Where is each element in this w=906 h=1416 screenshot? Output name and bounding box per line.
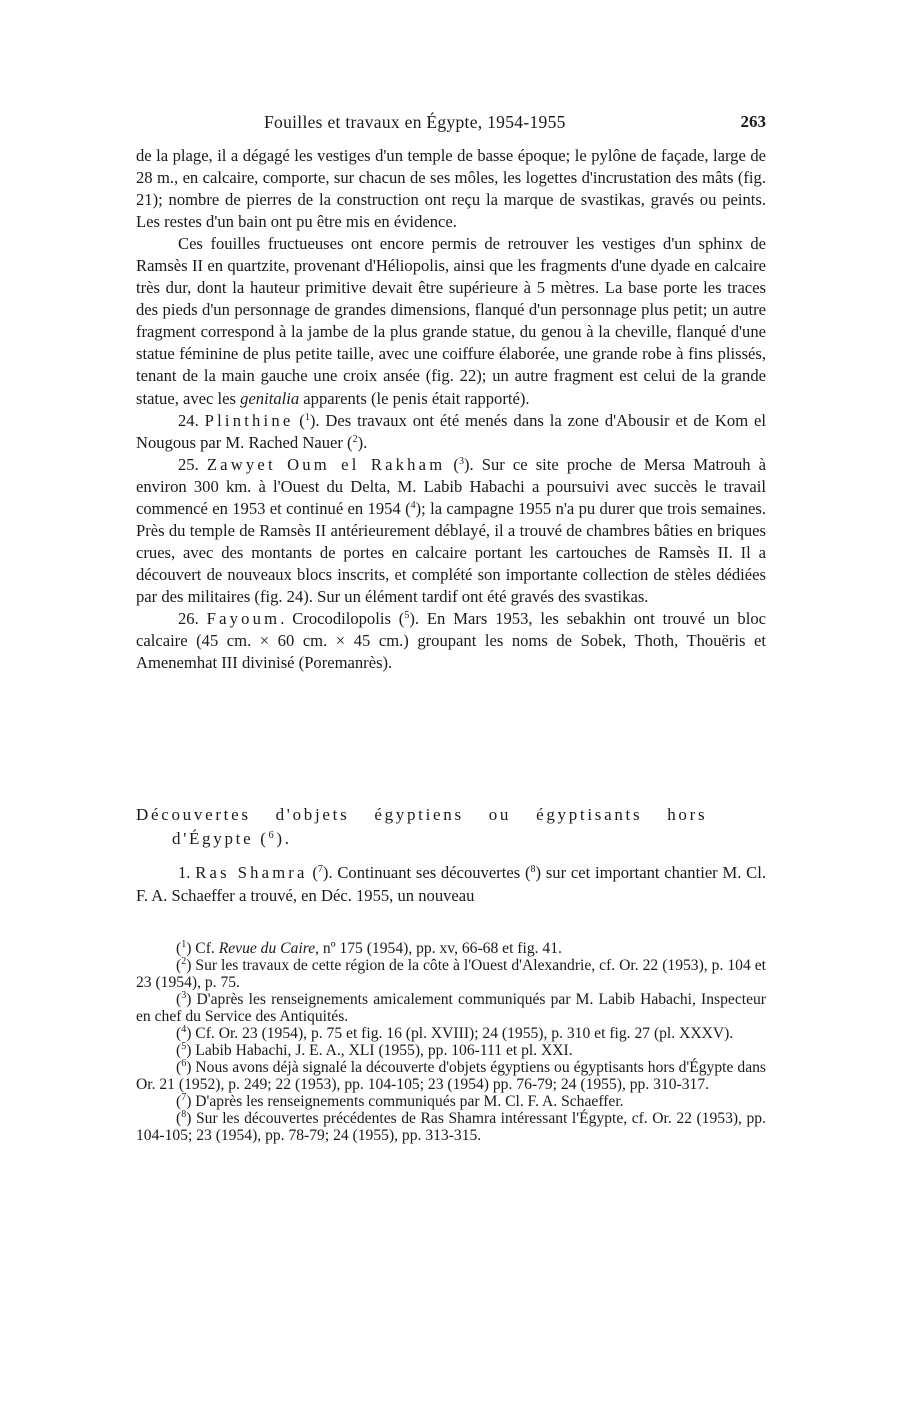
footnote-text: Nous avons déjà signalé la découverte d'objets égyptiens ou égyptisants hors d'Égypte dans Or. 21 (1952), p. 249; 22 (1953), pp. 104-105; 23 (1954) pp. 76-79; 24 (1955), pp. 310-317. — [136, 1059, 766, 1093]
item-number: 26. — [178, 608, 199, 628]
main-text — [136, 145, 766, 674]
section-heading-end: . — [284, 829, 292, 848]
paragraph-zawyet: 25. Zawyet Oum el Rakham ($^3$). Sur ce site proche de Mersa Matrouh à environ 300 km. à l'Ouest du Delta, M. Labib Habachi a poursuivi avec succès le travail commencé en 1953 et continué en 1954 ($^4$); la campagne 1955 n'a pu durer que trois semaines. Près du temple de Ramsès II antérieurement déblayé, il a trouvé de chambres bâties en briques crues, avec des montants de portes en calcaire portant les cartouches de Ramsès II. Il a découvert de nouveaux blocs inscrits, et complété son importante collection de stèles dédiées par des militaires (fig. 24). Sur un élément tardif ont été gravés des svastikas. — [136, 454, 766, 606]
site-name: Fayoum — [206, 608, 281, 628]
footnote-text: Labib Habachi, J. E. A., XLI (1955), pp. 106-111 et pl. XXI. — [195, 1042, 573, 1059]
item-number: 24. — [178, 410, 199, 430]
footnote-mark: 6 — [181, 1058, 187, 1069]
paragraph-fayoum: 26. Fayoum. Crocodilopolis ($^5$). En Mars 1953, les sebakhin ont trouvé un bloc calcaire (45 cm. × 60 cm. × 45 cm.) groupant les noms de Sobek, Thoth, Thouëris et Amenemhat III divinisé (Poremanrès). — [136, 608, 766, 673]
paragraph-continuation: de la plage, il a dégagé les vestiges d'un temple de basse époque; le pylône de façade, large de 28 m., en calcaire, comporte, sur chacun de ses môles, les logettes d'incrustation des mâts (fig. 21); nombre de pierres de la construction ont reçu la marque de svastikas, gravés ou peints. Les restes d'un bain ont pu être mis en évidence. — [136, 146, 766, 232]
paragraph-text: . Sur ce site proche de Mersa Matrouh à environ 300 km. à l'Ouest du Delta, M. Labib Habachi a poursuivi avec succès le travail commencé en 1953 et continué en 1954 — [136, 454, 766, 518]
site-name: Zawyet Oum el Rakham — [206, 454, 446, 474]
footnote-mark: 7 — [181, 1092, 187, 1103]
footnote-ref: 2 — [352, 433, 358, 445]
footnote-mark: 4 — [181, 1024, 187, 1035]
paragraph-ras-shamra: 1. Ras Shamra ($^7$). Continuant ses découvertes ($^8$) sur cet important chantier M. Cl. F. A. Schaeffer a trouvé, en Déc. 1955, un nouveau — [136, 863, 766, 905]
footnote: ($^2$) Sur les travaux de cette région de la côte à l'Ouest d'Alexandrie, cf. Or. 22 (1953), p. 104 et 23 (1954), p. 75. — [136, 956, 766, 991]
section-heading-text: d'Égypte — [172, 829, 254, 848]
footnote: ($^1$) Cf. Revue du Caire, nº 175 (1954), pp. xv, 66-68 et fig. 41. — [176, 939, 562, 957]
footnote-italic: Revue du Caire — [218, 940, 316, 957]
section-heading-line: d'Égypte ($^6$). — [172, 829, 292, 848]
footnote: ($^3$) D'après les renseignements amicalement communiqués par M. Labib Habachi, Inspecteur en chef du Service des Antiquités. — [136, 990, 766, 1025]
footnote-ref: 5 — [404, 609, 410, 621]
paragraph-fouilles — [136, 233, 766, 409]
footnote-text: Sur les découvertes précédentes de Ras Shamra intéressant l'Égypte, cf. Or. 22 (1953), pp. 104-105; 23 (1954), pp. 78-79; 24 (1955), pp. 313-315. — [136, 1110, 767, 1144]
footnote-mark: 8 — [181, 1109, 187, 1120]
paragraph-text: . En Mars 1953, les sebakhin ont trouvé un bloc calcaire (45 cm. × 60 cm. × 45 cm.) groupant les noms de Sobek, Thoth, Thouëris et Amenemhat III divinisé (Poremanrès). — [136, 608, 766, 673]
footnote-ref: 7 — [317, 864, 323, 875]
section-text — [136, 861, 766, 907]
section-heading-line: Découvertes d'objets égyptiens ou égyptisants hors — [136, 805, 708, 824]
paragraph-text: sur cet important chantier M. Cl. F. A. Schaeffer a trouvé, en Déc. 1955, un nouveau — [136, 863, 766, 905]
footnote-text: Cf. — [195, 940, 215, 957]
item-number: 1. — [178, 863, 191, 882]
footnote-ref: 3 — [458, 455, 464, 467]
footnote: ($^7$) D'après les renseignements communiqués par M. Cl. F. A. Schaeffer. — [176, 1092, 624, 1110]
footnote-text: Cf. Or. 23 (1954), p. 75 et fig. 16 (pl. XVIII); 24 (1955), p. 310 et fig. 27 (pl. XXXV). — [195, 1025, 734, 1042]
page-number: 263 — [740, 112, 766, 131]
footnote: ($^5$) Labib Habachi, J. E. A., XLI (1955), pp. 106-111 et pl. XXI. — [176, 1041, 573, 1059]
footnote-ref: 6 — [268, 830, 277, 841]
footnote: ($^8$) Sur les découvertes précédentes de Ras Shamra intéressant l'Égypte, cf. Or. 22 (1953), pp. 104-105; 23 (1954), pp. 78-79; 24 (1955), pp. 313-315. — [136, 1109, 767, 1144]
running-header — [136, 112, 766, 136]
site-name: Ras Shamra — [195, 863, 308, 882]
paragraph-text: apparents (le penis était rapporté). — [303, 388, 530, 408]
site-name: Plinthine — [204, 410, 294, 430]
footnote-mark: 1 — [181, 939, 187, 950]
paragraph-text: . — [363, 432, 368, 452]
footnote: ($^6$) Nous avons déjà signalé la découverte d'objets égyptiens ou égyptisants hors d'Égypte dans Or. 21 (1952), p. 249; 22 (1953), pp. 104-105; 23 (1954) pp. 76-79; 24 (1955), pp. 310-317. — [136, 1058, 766, 1093]
footnote-mark: 5 — [181, 1041, 187, 1052]
footnote-text: Sur les travaux de cette région de la côte à l'Ouest d'Alexandrie, cf. Or. 22 (1953), p. 104 et 23 (1954), p. 75. — [136, 957, 766, 991]
footnote-text: , nº 175 (1954), pp. xv, 66-68 et fig. 41. — [315, 940, 562, 957]
section-heading — [136, 803, 766, 851]
paragraph-plinthine: 24. Plinthine ($^1$). Des travaux ont été menés dans la zone d'Abousir et de Kom el Nougous par M. Rached Nauer ($^2$). — [136, 410, 766, 452]
footnote-mark: 2 — [181, 956, 187, 967]
paragraph-text: . Continuant ses découvertes — [328, 863, 521, 882]
running-title: Fouilles et travaux en Égypte, 1954-1955 — [264, 112, 566, 132]
paragraph-text: . Crocodilopolis — [280, 608, 391, 628]
footnote-ref: 8 — [530, 864, 536, 875]
footnote-ref: 1 — [304, 411, 310, 423]
footnote-ref: 4 — [410, 499, 416, 511]
footnote-mark: 3 — [181, 990, 187, 1001]
paragraph-text: . Des travaux ont été menés dans la zone d'Abousir et de Kom el Nougous par M. Rached Nauer — [136, 410, 766, 452]
paragraph-text: Ces fouilles fructueuses ont encore permis de retrouver les vestiges d'un sphinx de Ramsès II en quartzite, provenant d'Héliopolis, ainsi que les fragments d'une dyade en calcaire très dur, dont la hauteur primitive devait être supérieure à 5 mètres. La base porte les traces des pieds d'un personnage de grandes dimensions, flanqué d'un personnage plus petit; un autre fragment correspond à la jambe de la plus grande statue, du genou à la cheville, flanqué d'une statue féminine de plus petite taille, avec une coiffure élaborée, une grande robe à fins plissés, tenant de la main gauche une croix ansée (fig. 22); un autre fragment est celui de la grande statue, avec les — [136, 234, 766, 408]
footnotes — [136, 940, 766, 1144]
footnote: ($^4$) Cf. Or. 23 (1954), p. 75 et fig. 16 (pl. XVIII); 24 (1955), p. 310 et fig. 27 (pl. XXXV). — [176, 1024, 734, 1042]
italic-term: genitalia — [240, 388, 300, 408]
paragraph-text: ; la campagne 1955 n'a pu durer que trois semaines. Près du temple de Ramsès II antérieurement déblayé, il a trouvé de chambres bâties en briques crues, avec des montants de portes en calcaire portant les cartouches de Ramsès II. Il a découvert de nouveaux blocs inscrits, et complété son importante collection de stèles dédiées par des militaires (fig. 24). Sur un élément tardif ont été gravés des svastikas. — [136, 498, 766, 606]
footnote-text: D'après les renseignements communiqués par M. Cl. F. A. Schaeffer. — [195, 1093, 624, 1110]
item-number: 25. — [178, 454, 199, 474]
footnote-text: D'après les renseignements amicalement communiqués par M. Labib Habachi, Inspecteur en chef du Service des Antiquités. — [136, 991, 766, 1025]
